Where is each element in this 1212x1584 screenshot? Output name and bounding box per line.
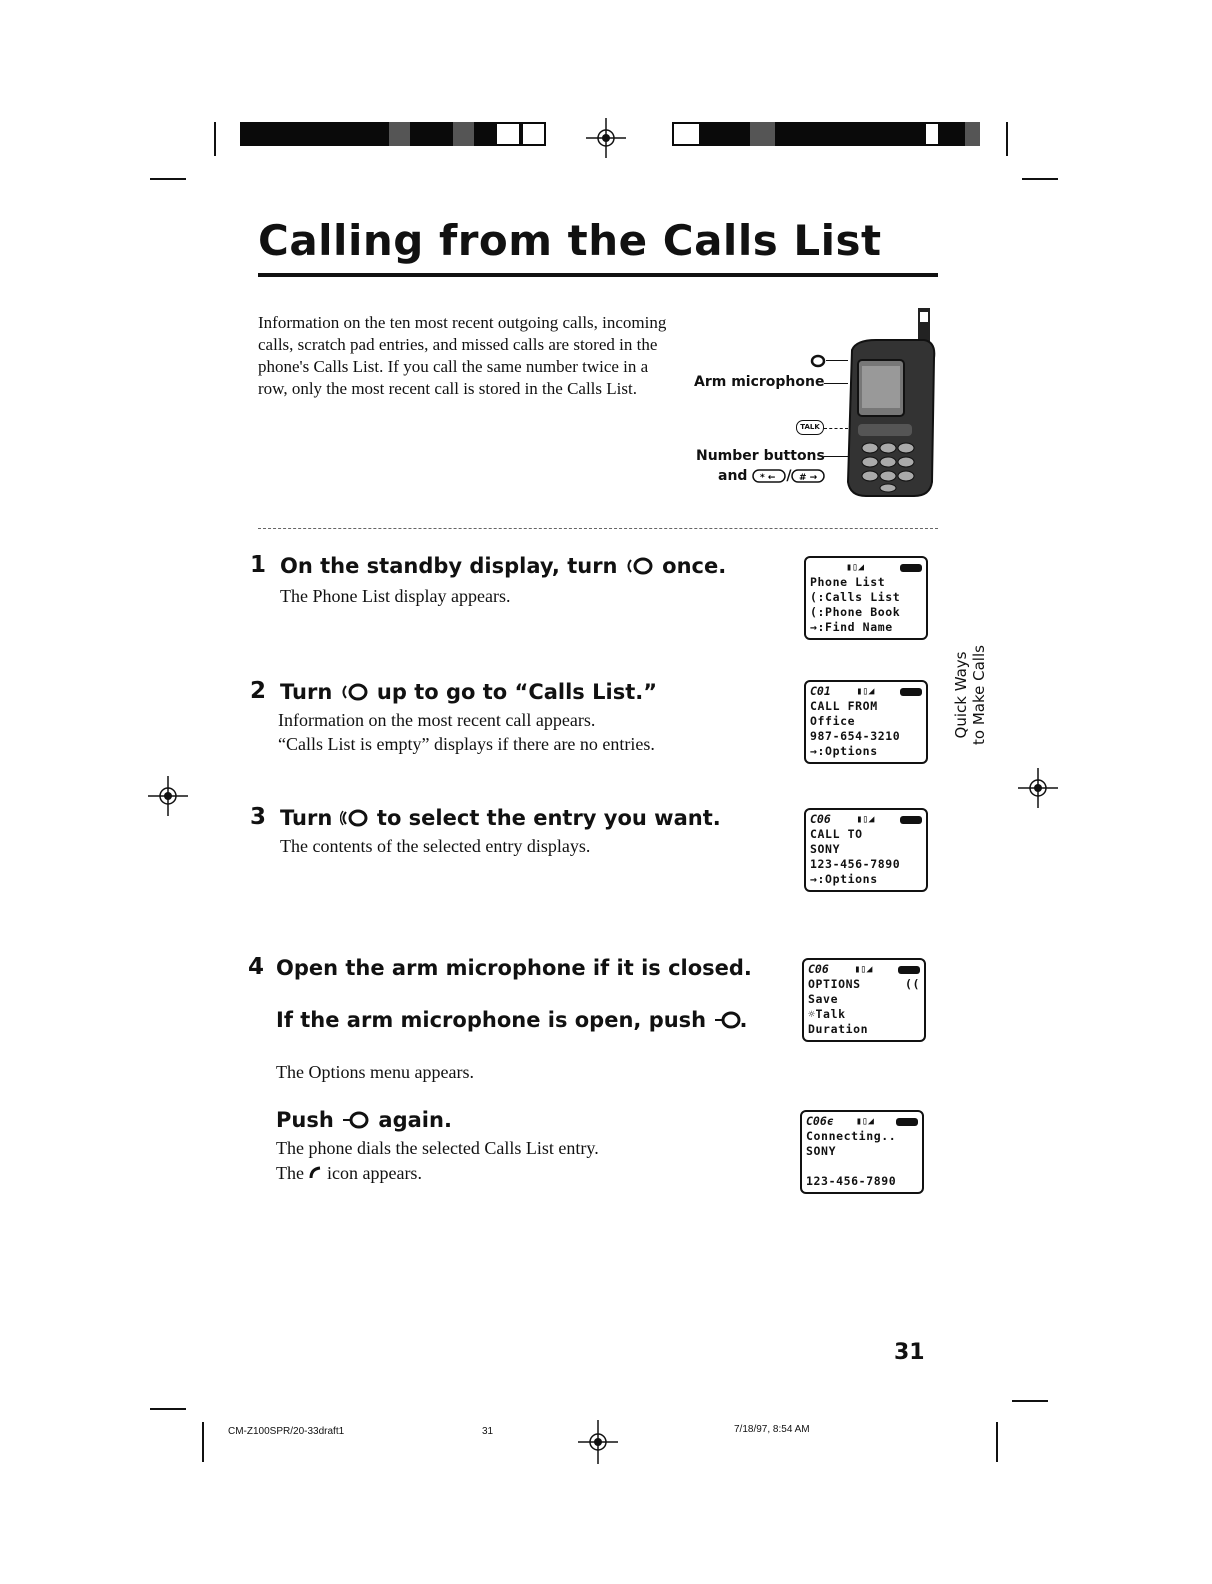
lcd-line: SONY (810, 842, 841, 856)
registration-bar-right (672, 122, 980, 146)
lcd-line: 123-456-7890 (810, 857, 901, 871)
lcd-line: (:Calls List (810, 590, 901, 604)
jog-dial-icon (810, 354, 826, 368)
page-number: 31 (894, 1340, 925, 1365)
lcd-line: OPTIONS (( (808, 977, 920, 991)
title-underline (258, 273, 938, 277)
step-4-heading-2: If the arm microphone is open, push . (276, 1008, 748, 1032)
crosshair-icon (1018, 768, 1058, 808)
crosshair-icon (586, 118, 626, 158)
crop-mark (1022, 178, 1058, 180)
battery-icon (900, 688, 922, 696)
star-key-icon (752, 469, 786, 483)
lcd-line: →:Options (810, 744, 878, 758)
page-title: Calling from the Calls List (258, 216, 882, 265)
leader-line (824, 456, 848, 457)
jog-dial-icon (340, 809, 370, 827)
lcd-line: →:Options (810, 872, 878, 886)
lcd-line: 987-654-3210 (810, 729, 901, 743)
lcd-line: Duration (808, 1022, 869, 1036)
leader-line (824, 383, 848, 384)
step-4-sub-body-line1: The phone dials the selected Calls List entry. (276, 1138, 599, 1158)
crop-mark (150, 178, 186, 180)
crosshair-icon (578, 1420, 618, 1464)
side-tab-line2: to Make Calls (970, 645, 988, 745)
step-4-body: The Options menu appears. (276, 1062, 474, 1082)
side-tab (950, 640, 990, 750)
lcd-display-phone-list (804, 556, 928, 640)
jog-dial-icon (340, 683, 370, 701)
side-tab-line1: Quick Ways (952, 651, 970, 739)
battery-icon (896, 1118, 918, 1126)
signal-icon: ▮▯◢ (855, 1116, 874, 1127)
call-icon (308, 1166, 322, 1180)
signal-icon: ▮▯◢ (854, 964, 873, 975)
crop-mark (214, 122, 216, 156)
push-button-icon (341, 1111, 371, 1129)
signal-icon: ▮▯◢ (856, 814, 875, 825)
battery-icon (900, 564, 922, 572)
crop-mark (150, 1408, 186, 1410)
lcd-line (806, 1159, 918, 1174)
selection-cursor-icon: ☼ (808, 1007, 816, 1021)
lcd-line: Save (808, 992, 839, 1006)
lcd-line: 123-456-7890 (806, 1174, 897, 1188)
section-divider (258, 528, 938, 529)
lcd-display-call-to (804, 808, 928, 892)
step-4-heading: Open the arm microphone if it is closed. (276, 956, 752, 980)
talk-label: TALK (800, 423, 820, 431)
step-2-body-line1: Information on the most recent call appears. (278, 710, 596, 730)
step-3-heading: Turn to select the entry you want. (280, 806, 721, 830)
step-4-number: 4 (248, 954, 265, 980)
signal-icon: ▮▯◢ (845, 562, 865, 573)
lcd-status-bar: C06ϵ ▮▯◢ (806, 1114, 918, 1129)
battery-icon (900, 816, 922, 824)
registration-bar-left (240, 122, 546, 146)
step-4-sub-body-line2: The icon appears. (276, 1163, 422, 1183)
lcd-line: Connecting.. (806, 1129, 897, 1143)
crosshair-icon (148, 776, 188, 816)
step-1-number: 1 (250, 552, 267, 578)
crop-mark (996, 1422, 998, 1462)
crop-mark (202, 1422, 204, 1462)
signal-icon: ▮▯◢ (856, 686, 875, 697)
intro-paragraph: Information on the ten most recent outgoing calls, incoming calls, scratch pad entries, and missed calls are stored in the phone's Calls List. If you call the same number twice in a row, only the most recent call is stored in the Calls List. (258, 313, 667, 398)
step-3-number: 3 (250, 804, 267, 830)
jog-icon: (( (904, 977, 920, 991)
lcd-line: SONY (806, 1144, 837, 1158)
svg-text:# →: # → (799, 473, 818, 483)
lcd-line: →:Find Name (810, 620, 893, 634)
arm-microphone-label: Arm microphone (694, 374, 825, 390)
call-icon: ϵ (826, 1114, 834, 1128)
crop-mark (1006, 122, 1008, 156)
footer-page: 31 (482, 1426, 494, 1437)
step-4-sub-heading: Push again. (276, 1108, 452, 1132)
number-buttons-label: Number buttons (696, 448, 825, 464)
footer-timestamp: 7/18/97, 8:54 AM (734, 1424, 810, 1435)
leader-line (824, 428, 848, 429)
lcd-status-bar: C01 ▮▯◢ (810, 684, 922, 699)
step-1-heading: On the standby display, turn once. (280, 554, 727, 578)
leader-line (826, 360, 848, 361)
lcd-line: (:Phone Book (810, 605, 901, 619)
step-2-body-line2: “Calls List is empty” displays if there are no entries. (278, 734, 655, 754)
svg-text:* ←: * ← (760, 473, 776, 483)
step-3-body: The contents of the selected entry displays. (280, 836, 591, 856)
lcd-line: Office (810, 714, 856, 728)
lcd-status-bar (810, 560, 922, 575)
lcd-line: ☼Talk (808, 1007, 846, 1021)
lcd-status-bar: C06 ▮▯◢ (808, 962, 920, 977)
step-2-heading: Turn up to go to “Calls List.” (280, 680, 658, 704)
phone-icon (836, 306, 946, 500)
lcd-display-connecting (800, 1110, 924, 1194)
number-buttons-and: and * ← / # → (718, 468, 825, 484)
step-2-number: 2 (250, 678, 267, 704)
jog-dial-icon (625, 557, 655, 575)
talk-button-icon (796, 420, 824, 435)
lcd-line: Phone List (810, 575, 886, 589)
pound-key-icon (791, 469, 825, 483)
lcd-status-bar: C06 ▮▯◢ (810, 812, 922, 827)
lcd-display-options (802, 958, 926, 1042)
crop-mark (1012, 1400, 1048, 1402)
lcd-line: CALL TO (810, 827, 863, 841)
lcd-line: CALL FROM (810, 699, 878, 713)
footer-doc-id: CM-Z100SPR/20-33draft1 (228, 1426, 345, 1437)
step-1-body: The Phone List display appears. (280, 586, 511, 606)
battery-icon (898, 966, 920, 974)
lcd-display-call-from (804, 680, 928, 764)
